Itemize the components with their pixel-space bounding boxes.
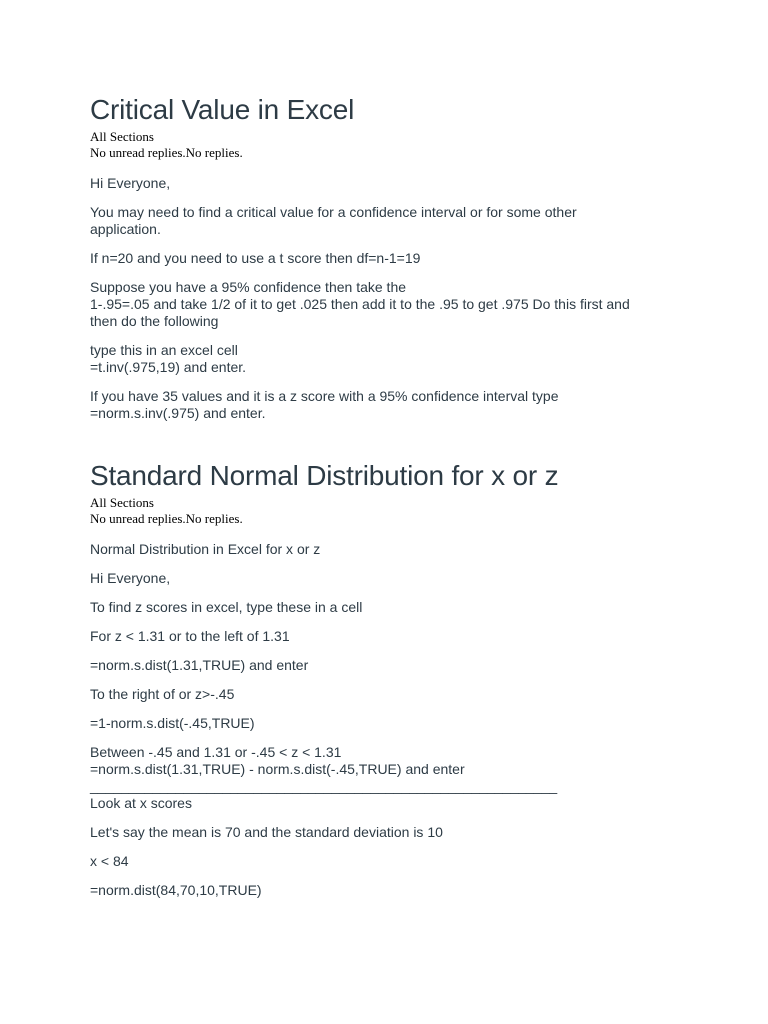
underline-separator: ____________________________________________________________	[90, 778, 558, 794]
paragraph-norm-s-inv	[90, 388, 710, 422]
section-title[interactable]: Critical Value in Excel	[90, 94, 355, 125]
paragraph-greeting	[90, 570, 710, 587]
paragraph-line: If n=20 and you need to use a t score then df=n-1=19	[90, 250, 421, 266]
paragraph-line: You may need to find a critical value for a confidence interval or for some other	[90, 204, 577, 220]
paragraph-line: Hi Everyone,	[90, 570, 171, 586]
section-title[interactable]: Standard Normal Distribution for x or z	[90, 460, 559, 491]
paragraph-mean-sd	[90, 824, 710, 841]
paragraph-line: =1-norm.s.dist(-.45,TRUE)	[90, 715, 255, 731]
paragraph-line: =norm.s.dist(1.31,TRUE) - norm.s.dist(-.45,TRUE) and enter	[90, 761, 465, 777]
paragraph-line: =norm.s.inv(.975) and enter.	[90, 405, 266, 421]
paragraph-line: For z < 1.31 or to the left of 1.31	[90, 628, 290, 644]
paragraph-line: Let's say the mean is 70 and the standard deviation is 10	[90, 824, 443, 840]
reply-status: No unread replies.No replies.	[90, 145, 243, 160]
paragraph-intro	[90, 204, 710, 238]
paragraph-line: Normal Distribution in Excel for x or z	[90, 541, 321, 557]
paragraph-line: To find z scores in excel, type these in a cell	[90, 599, 363, 615]
paragraph-confidence	[90, 279, 710, 330]
section-scope: All Sections	[90, 129, 154, 144]
reply-status: No unread replies.No replies.	[90, 511, 243, 526]
paragraph-instructions	[90, 599, 710, 616]
paragraph-right-of	[90, 686, 710, 703]
paragraph-line: Between -.45 and 1.31 or -.45 < z < 1.31	[90, 744, 342, 760]
paragraph-x-less	[90, 853, 710, 870]
paragraph-line: x < 84	[90, 853, 129, 869]
paragraph-formula-left	[90, 657, 710, 674]
paragraph-line: Suppose you have a 95% confidence then take the	[90, 279, 407, 295]
section-scope: All Sections	[90, 495, 154, 510]
paragraph-line: type this in an excel cell	[90, 342, 238, 358]
paragraph-line: Look at x scores	[90, 795, 192, 811]
paragraph-line: Hi Everyone,	[90, 175, 171, 191]
paragraph-left-of	[90, 628, 710, 645]
paragraph-line: 1-.95=.05 and take 1/2 of it to get .025 then add it to the .95 to get .975 Do this first and	[90, 296, 630, 312]
paragraph-formula-right	[90, 715, 710, 732]
paragraph-line: =norm.dist(84,70,10,TRUE)	[90, 882, 262, 898]
paragraph-line: To the right of or z>-.45	[90, 686, 235, 702]
paragraph-df	[90, 250, 710, 267]
paragraph-line: =t.inv(.975,19) and enter.	[90, 359, 247, 375]
discussion-section-standard-normal	[90, 460, 710, 899]
paragraph-line: then do the following	[90, 313, 219, 329]
paragraph-line: =norm.s.dist(1.31,TRUE) and enter	[90, 657, 309, 673]
discussion-section-critical-value	[90, 94, 710, 422]
paragraph-between	[90, 744, 710, 812]
paragraph-subtitle	[90, 541, 710, 558]
paragraph-tinv	[90, 342, 710, 376]
paragraph-line: application.	[90, 221, 161, 237]
paragraph-line: If you have 35 values and it is a z score with a 95% confidence interval type	[90, 388, 559, 404]
paragraph-greeting	[90, 175, 710, 192]
paragraph-norm-dist	[90, 882, 710, 899]
